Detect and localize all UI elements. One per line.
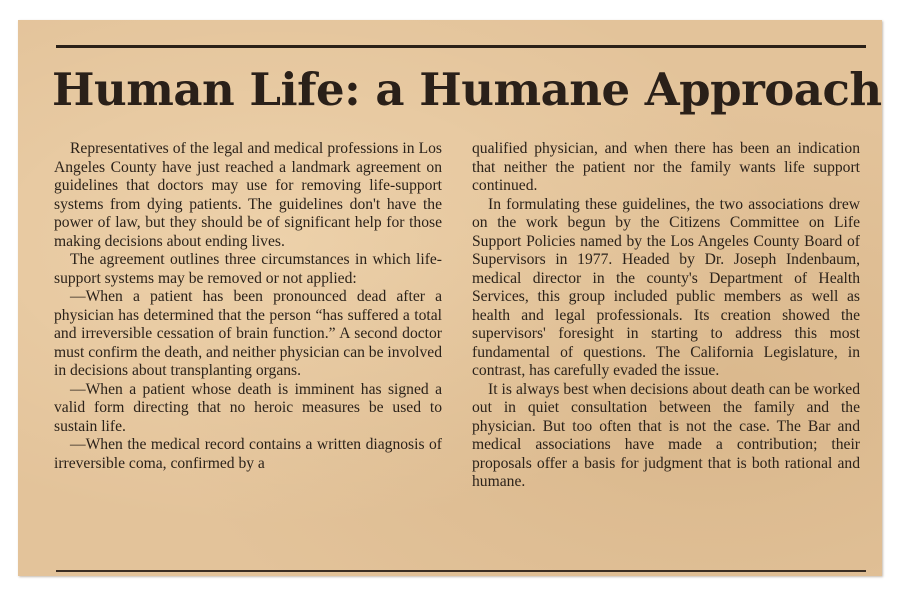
paragraph: It is always best when decisions about death can be worked out in quiet consultation between the family and the physician. But too often that is not the case. The Bar and medical associations have made a contribution; their proposals offer a basis for judgment that is both rational and humane.: [472, 380, 860, 490]
paragraph: —When the medical record contains a written diagnosis of irreversible coma, confirmed by a: [54, 436, 442, 472]
paragraph: qualified physician, and when there has been an indication that neither the patient nor the family wants life support continued.: [472, 140, 860, 194]
paragraph: Representatives of the legal and medical professions in Los Angeles County have just reached a landmark agreement on guidelines that doctors may use for removing life-support systems from dying patients. The guidelines don't have the power of law, but they should be of significant help for those making decisions about ending lives.: [54, 140, 442, 250]
top-rule: [56, 45, 866, 48]
paragraph: —When a patient has been pronounced dead after a physician has determined that the person “has suffered a total and irreversible cessation of brain function.” A second doctor must confirm the death, and neither physician can be involved in decisions about transplanting organs.: [54, 288, 442, 379]
newspaper-clipping: [18, 20, 882, 576]
bottom-rule: [56, 570, 866, 572]
right-column: [472, 140, 860, 492]
paragraph: The agreement outlines three circumstances in which life-support systems may be removed or not applied:: [54, 251, 442, 287]
left-column: [54, 140, 442, 473]
paragraph: In formulating these guidelines, the two associations drew on the work begun by the Citizens Committee on Life Support Policies named by the Los Angeles County Board of Supervisors in 1977. Headed by Dr. Joseph Indenbaum, medical director in the county's Department of Health Services, this group included public members as well as health and legal professionals. Its creation showed the supervisors' foresight in starting to address this most fundamental of questions. The California Legislature, in contrast, has carefully evaded the issue.: [472, 195, 860, 379]
paragraph: —When a patient whose death is imminent has signed a valid form directing that no heroic measures be used to sustain life.: [54, 380, 442, 435]
headline: Human Life: a Humane Approach: [52, 63, 882, 116]
